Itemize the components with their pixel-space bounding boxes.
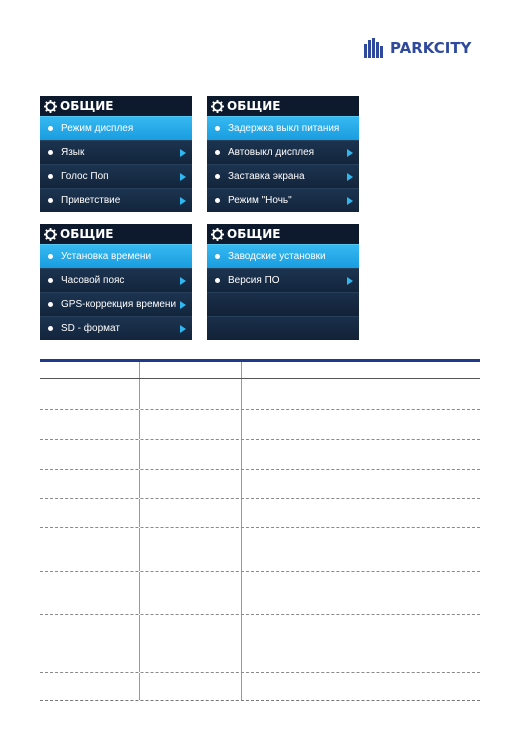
menu-item-screensaver[interactable] <box>207 164 359 188</box>
table-cell <box>242 410 480 439</box>
table-cell <box>40 499 140 527</box>
gear-icon <box>211 228 224 241</box>
table-header-row <box>40 362 480 379</box>
bullet-icon <box>215 150 220 155</box>
table-row <box>40 528 480 572</box>
gear-icon <box>44 228 57 241</box>
city-buildings-icon <box>364 38 386 58</box>
arrow-right-icon <box>180 149 186 157</box>
menu-item-gps-time-correction[interactable] <box>40 292 192 316</box>
table-cell <box>242 528 480 571</box>
brand-name: PARKCITY <box>390 39 472 57</box>
table-row <box>40 673 480 700</box>
table-header-cell <box>40 362 140 378</box>
menu-item-firmware-version[interactable] <box>207 268 359 292</box>
menu-item-label: Версия ПО <box>228 275 280 286</box>
menu-item-label: Режим "Ночь" <box>228 195 292 206</box>
menu-item-factory-reset[interactable] <box>207 244 359 268</box>
menu-item-label: Приветствие <box>61 195 121 206</box>
bullet-icon <box>215 126 220 131</box>
menu-item-empty <box>207 292 359 316</box>
menu-header <box>207 224 359 244</box>
menu-item-label: Часовой пояс <box>61 275 125 286</box>
arrow-right-icon <box>180 301 186 309</box>
table-cell <box>140 528 242 571</box>
menu-item-label: Автовыкл дисплея <box>228 147 315 158</box>
table-cell <box>40 470 140 498</box>
menu-general-3 <box>40 224 192 340</box>
table-cell <box>242 470 480 498</box>
menu-item-empty <box>207 316 359 340</box>
menu-header <box>207 96 359 116</box>
menu-title: ОБЩИЕ <box>227 227 281 241</box>
arrow-right-icon <box>347 197 353 205</box>
table-cell <box>242 673 480 700</box>
table-cell <box>40 673 140 700</box>
table-cell <box>140 410 242 439</box>
bullet-icon <box>48 254 53 259</box>
table-header-cell <box>242 362 480 378</box>
menu-item-time-setting[interactable] <box>40 244 192 268</box>
menu-item-label: SD - формат <box>61 323 120 334</box>
table-cell <box>40 410 140 439</box>
table-cell <box>40 440 140 469</box>
menu-item-display-auto-off[interactable] <box>207 140 359 164</box>
bullet-icon <box>48 326 53 331</box>
table-row <box>40 572 480 615</box>
menu-item-label: Режим дисплея <box>61 123 134 134</box>
menu-item-greeting[interactable] <box>40 188 192 212</box>
menu-item-language[interactable] <box>40 140 192 164</box>
menu-item-label: Заставка экрана <box>228 171 305 182</box>
menu-general-2 <box>207 96 359 212</box>
bullet-icon <box>48 302 53 307</box>
table-cell <box>140 572 242 614</box>
arrow-right-icon <box>347 149 353 157</box>
menu-item-sd-format[interactable] <box>40 316 192 340</box>
arrow-right-icon <box>180 173 186 181</box>
bullet-icon <box>48 278 53 283</box>
arrow-right-icon <box>180 277 186 285</box>
menu-title: ОБЩИЕ <box>227 99 281 113</box>
gear-icon <box>44 100 57 113</box>
table-cell <box>140 440 242 469</box>
bullet-icon <box>48 126 53 131</box>
table-row <box>40 615 480 673</box>
menu-item-label: Язык <box>61 147 85 158</box>
menu-title: ОБЩИЕ <box>60 227 114 241</box>
table-cell <box>140 615 242 672</box>
table-cell <box>40 379 140 409</box>
menu-title: ОБЩИЕ <box>60 99 114 113</box>
table-row <box>40 440 480 470</box>
arrow-right-icon <box>347 173 353 181</box>
bullet-icon <box>48 150 53 155</box>
menu-item-voice[interactable] <box>40 164 192 188</box>
bullet-icon <box>215 174 220 179</box>
arrow-right-icon <box>180 325 186 333</box>
menu-general-1 <box>40 96 192 212</box>
table-cell <box>140 499 242 527</box>
menu-general-4 <box>207 224 359 340</box>
table-cell <box>140 470 242 498</box>
bullet-icon <box>48 174 53 179</box>
menu-header <box>40 224 192 244</box>
arrow-right-icon <box>180 197 186 205</box>
table-cell <box>242 499 480 527</box>
bullet-icon <box>215 198 220 203</box>
table-cell <box>40 572 140 614</box>
menu-item-label: GPS-коррекция времени <box>61 299 177 310</box>
menu-item-label: Установка времени <box>61 251 152 262</box>
table-cell <box>242 379 480 409</box>
menu-item-night-mode[interactable] <box>207 188 359 212</box>
table-row <box>40 470 480 499</box>
table-cell <box>242 440 480 469</box>
bullet-icon <box>215 254 220 259</box>
table-row <box>40 410 480 440</box>
bullet-icon <box>215 278 220 283</box>
menu-item-time-zone[interactable] <box>40 268 192 292</box>
table-cell <box>242 572 480 614</box>
menu-item-display-mode[interactable] <box>40 116 192 140</box>
table-cell <box>242 615 480 672</box>
settings-table <box>40 359 480 701</box>
arrow-right-icon <box>347 277 353 285</box>
parkcity-logo <box>364 37 471 59</box>
table-cell <box>140 379 242 409</box>
bullet-icon <box>48 198 53 203</box>
menu-header <box>40 96 192 116</box>
table-cell <box>40 528 140 571</box>
table-row <box>40 379 480 410</box>
gear-icon <box>211 100 224 113</box>
table-cell <box>40 615 140 672</box>
table-header-cell <box>140 362 242 378</box>
table-cell <box>140 673 242 700</box>
menu-item-power-off-delay[interactable] <box>207 116 359 140</box>
menu-item-label: Голос Поп <box>61 171 109 182</box>
menu-item-label: Заводские установки <box>228 251 326 262</box>
table-row <box>40 499 480 528</box>
menu-item-label: Задержка выкл питания <box>228 123 340 134</box>
